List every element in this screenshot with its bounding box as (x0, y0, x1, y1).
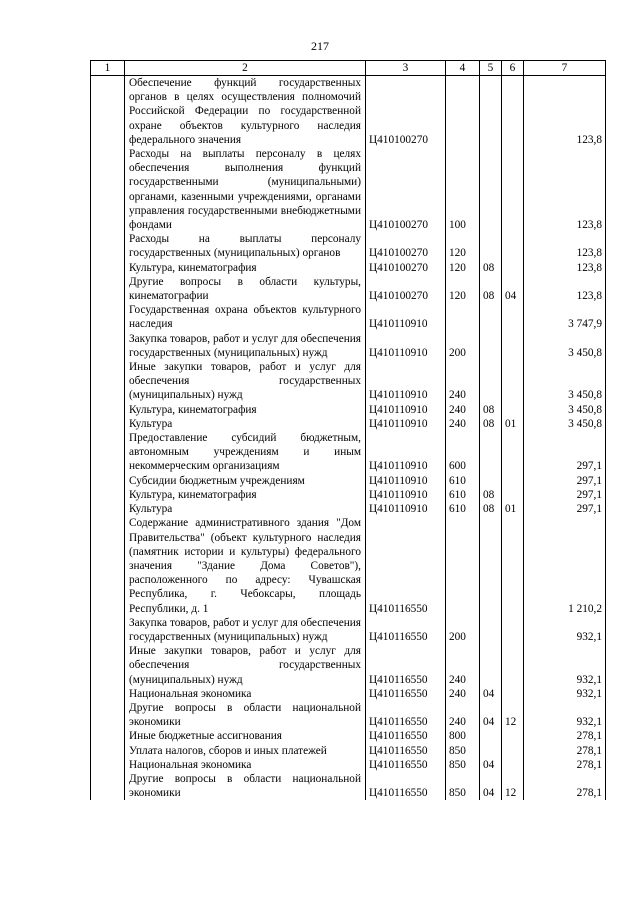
amount: 278,1 (524, 744, 606, 758)
amount: 932,1 (524, 701, 606, 729)
table-row (91, 701, 606, 729)
table-row (91, 431, 606, 474)
table-row (91, 502, 606, 516)
target-article-code: Ц410110910 (366, 417, 446, 431)
item-name: Закупка товаров, работ и услуг для обеспечения государственных (муниципальных) нужд (125, 332, 366, 360)
expense-type-code: 240 (446, 701, 480, 729)
expense-type-code: 240 (446, 403, 480, 417)
item-name: Закупка товаров, работ и услуг для обеспечения государственных (муниципальных) нужд (125, 616, 366, 644)
cell-col-1 (91, 744, 125, 758)
budget-table (90, 60, 606, 800)
cell-col-1 (91, 644, 125, 687)
target-article-code: Ц410100270 (366, 76, 446, 148)
amount: 3 450,8 (524, 360, 606, 403)
subsection-code (502, 758, 524, 772)
target-article-code: Ц410116550 (366, 516, 446, 615)
expense-type-code: 240 (446, 644, 480, 687)
section-code (480, 729, 502, 743)
item-name: Национальная экономика (125, 758, 366, 772)
amount: 278,1 (524, 772, 606, 800)
section-code (480, 76, 502, 148)
item-name: Культура, кинематография (125, 488, 366, 502)
item-name: Иные закупки товаров, работ и услуг для обеспечения государственных (муниципальных) нужд (125, 644, 366, 687)
target-article-code: Ц410116550 (366, 644, 446, 687)
section-code (480, 644, 502, 687)
amount: 123,8 (524, 261, 606, 275)
column-header-7: 7 (524, 61, 606, 76)
item-name: Уплата налогов, сборов и иных платежей (125, 744, 366, 758)
expense-type-code: 200 (446, 616, 480, 644)
amount: 297,1 (524, 431, 606, 474)
item-name: Иные бюджетные ассигнования (125, 729, 366, 743)
cell-col-1 (91, 261, 125, 275)
cell-col-1 (91, 758, 125, 772)
target-article-code: Ц410100270 (366, 261, 446, 275)
item-name: Государственная охрана объектов культурного наследия (125, 303, 366, 331)
column-header-5: 5 (480, 61, 502, 76)
target-article-code: Ц410110910 (366, 431, 446, 474)
table-row (91, 403, 606, 417)
cell-col-1 (91, 502, 125, 516)
subsection-code (502, 360, 524, 403)
column-header-4: 4 (446, 61, 480, 76)
item-name: Расходы на выплаты персоналу государственных (муниципальных) органов (125, 232, 366, 260)
item-name: Культура (125, 417, 366, 431)
amount: 3 747,9 (524, 303, 606, 331)
subsection-code (502, 644, 524, 687)
section-code: 08 (480, 417, 502, 431)
section-code: 08 (480, 275, 502, 303)
column-header-6: 6 (502, 61, 524, 76)
amount: 3 450,8 (524, 417, 606, 431)
table-row (91, 417, 606, 431)
subsection-code (502, 76, 524, 148)
table-row (91, 332, 606, 360)
table-row (91, 644, 606, 687)
item-name: Другие вопросы в области национальной экономики (125, 772, 366, 800)
cell-col-1 (91, 431, 125, 474)
subsection-code (502, 261, 524, 275)
amount: 123,8 (524, 147, 606, 232)
cell-col-1 (91, 403, 125, 417)
expense-type-code (446, 303, 480, 331)
amount: 932,1 (524, 644, 606, 687)
target-article-code: Ц410116550 (366, 729, 446, 743)
amount: 932,1 (524, 687, 606, 701)
section-code: 08 (480, 502, 502, 516)
expense-type-code: 120 (446, 261, 480, 275)
target-article-code: Ц410116550 (366, 687, 446, 701)
subsection-code (502, 147, 524, 232)
table-row (91, 488, 606, 502)
cell-col-1 (91, 616, 125, 644)
amount: 297,1 (524, 488, 606, 502)
subsection-code (502, 729, 524, 743)
item-name: Содержание административного здания "Дом Правительства" (объект культурного наследия (памятник истории и культуры) федерального значения "Здание Дома Советов"), расположенного по адресу: Чувашская Республика, г. Чебоксары, площадь Республики, д. 1 (125, 516, 366, 615)
section-code: 04 (480, 758, 502, 772)
amount: 3 450,8 (524, 332, 606, 360)
item-name: Культура, кинематография (125, 403, 366, 417)
table-body (91, 76, 606, 801)
target-article-code: Ц410116550 (366, 616, 446, 644)
expense-type-code: 610 (446, 474, 480, 488)
section-code: 08 (480, 261, 502, 275)
item-name: Предоставление субсидий бюджетным, автономным учреждениям и иным некоммерческим организациям (125, 431, 366, 474)
target-article-code: Ц410110910 (366, 502, 446, 516)
item-name: Культура, кинематография (125, 261, 366, 275)
subsection-code (502, 232, 524, 260)
target-article-code: Ц410110910 (366, 488, 446, 502)
subsection-code (502, 744, 524, 758)
item-name: Расходы на выплаты персоналу в целях обеспечения выполнения функций государственными (муниципальными) органами, казенными учреждениями, органами управления государственными внебюджетными фондами (125, 147, 366, 232)
expense-type-code: 240 (446, 417, 480, 431)
section-code (480, 147, 502, 232)
expense-type-code: 610 (446, 488, 480, 502)
cell-col-1 (91, 772, 125, 800)
subsection-code (502, 488, 524, 502)
subsection-code: 01 (502, 417, 524, 431)
target-article-code: Ц410116550 (366, 744, 446, 758)
amount: 297,1 (524, 474, 606, 488)
target-article-code: Ц410100270 (366, 147, 446, 232)
subsection-code (502, 474, 524, 488)
target-article-code: Ц410116550 (366, 758, 446, 772)
expense-type-code: 120 (446, 275, 480, 303)
target-article-code: Ц410116550 (366, 772, 446, 800)
table-row (91, 616, 606, 644)
section-code: 04 (480, 772, 502, 800)
table-row (91, 360, 606, 403)
expense-type-code (446, 516, 480, 615)
item-name: Иные закупки товаров, работ и услуг для обеспечения государственных (муниципальных) нужд (125, 360, 366, 403)
cell-col-1 (91, 232, 125, 260)
cell-col-1 (91, 360, 125, 403)
expense-type-code: 850 (446, 772, 480, 800)
item-name: Национальная экономика (125, 687, 366, 701)
cell-col-1 (91, 687, 125, 701)
section-code (480, 332, 502, 360)
item-name: Другие вопросы в области национальной экономики (125, 701, 366, 729)
cell-col-1 (91, 474, 125, 488)
expense-type-code: 610 (446, 502, 480, 516)
table-row (91, 758, 606, 772)
page-number: 217 (311, 39, 329, 53)
table-row (91, 744, 606, 758)
cell-col-1 (91, 488, 125, 502)
table-row (91, 232, 606, 260)
amount: 123,8 (524, 275, 606, 303)
section-code (480, 616, 502, 644)
target-article-code: Ц410110910 (366, 332, 446, 360)
item-name: Обеспечение функций государственных органов в целях осуществления полномочий Российской Федерации по государственной охране объектов культурного наследия федерального значения (125, 76, 366, 148)
section-code: 08 (480, 403, 502, 417)
expense-type-code: 600 (446, 431, 480, 474)
expense-type-code: 200 (446, 332, 480, 360)
table-row (91, 687, 606, 701)
subsection-code (502, 687, 524, 701)
subsection-code: 01 (502, 502, 524, 516)
item-name: Культура (125, 502, 366, 516)
expense-type-code: 240 (446, 360, 480, 403)
subsection-code (502, 403, 524, 417)
subsection-code (502, 332, 524, 360)
expense-type-code: 800 (446, 729, 480, 743)
target-article-code: Ц410110910 (366, 360, 446, 403)
amount: 932,1 (524, 616, 606, 644)
section-code: 08 (480, 488, 502, 502)
table-row (91, 275, 606, 303)
table-row (91, 76, 606, 148)
table-row (91, 261, 606, 275)
cell-col-1 (91, 147, 125, 232)
amount: 123,8 (524, 76, 606, 148)
section-code (480, 474, 502, 488)
cell-col-1 (91, 516, 125, 615)
section-code: 04 (480, 687, 502, 701)
subsection-code: 12 (502, 701, 524, 729)
target-article-code: Ц410110910 (366, 403, 446, 417)
target-article-code: Ц410110910 (366, 474, 446, 488)
expense-type-code: 850 (446, 758, 480, 772)
expense-type-code: 120 (446, 232, 480, 260)
section-code (480, 516, 502, 615)
column-header-3: 3 (366, 61, 446, 76)
expense-type-code: 850 (446, 744, 480, 758)
table-row (91, 474, 606, 488)
column-header-1: 1 (91, 61, 125, 76)
cell-col-1 (91, 76, 125, 148)
subsection-code: 04 (502, 275, 524, 303)
subsection-code (502, 516, 524, 615)
cell-col-1 (91, 729, 125, 743)
section-code (480, 232, 502, 260)
target-article-code: Ц410110910 (366, 303, 446, 331)
table-row (91, 516, 606, 615)
cell-col-1 (91, 332, 125, 360)
cell-col-1 (91, 417, 125, 431)
subsection-code (502, 431, 524, 474)
expense-type-code: 100 (446, 147, 480, 232)
cell-col-1 (91, 303, 125, 331)
subsection-code (502, 303, 524, 331)
target-article-code: Ц410100270 (366, 275, 446, 303)
section-code (480, 744, 502, 758)
expense-type-code: 240 (446, 687, 480, 701)
amount: 1 210,2 (524, 516, 606, 615)
amount: 297,1 (524, 502, 606, 516)
amount: 3 450,8 (524, 403, 606, 417)
expense-type-code (446, 76, 480, 148)
target-article-code: Ц410116550 (366, 701, 446, 729)
target-article-code: Ц410100270 (366, 232, 446, 260)
table-row (91, 147, 606, 232)
section-code (480, 303, 502, 331)
table-header-row (91, 61, 606, 76)
section-code (480, 431, 502, 474)
section-code: 04 (480, 701, 502, 729)
subsection-code (502, 616, 524, 644)
cell-col-1 (91, 275, 125, 303)
section-code (480, 360, 502, 403)
amount: 123,8 (524, 232, 606, 260)
subsection-code: 12 (502, 772, 524, 800)
amount: 278,1 (524, 758, 606, 772)
amount: 278,1 (524, 729, 606, 743)
table-row (91, 729, 606, 743)
item-name: Субсидии бюджетным учреждениям (125, 474, 366, 488)
column-header-2: 2 (125, 61, 366, 76)
table-row (91, 772, 606, 800)
cell-col-1 (91, 701, 125, 729)
table-row (91, 303, 606, 331)
item-name: Другие вопросы в области культуры, кинематографии (125, 275, 366, 303)
